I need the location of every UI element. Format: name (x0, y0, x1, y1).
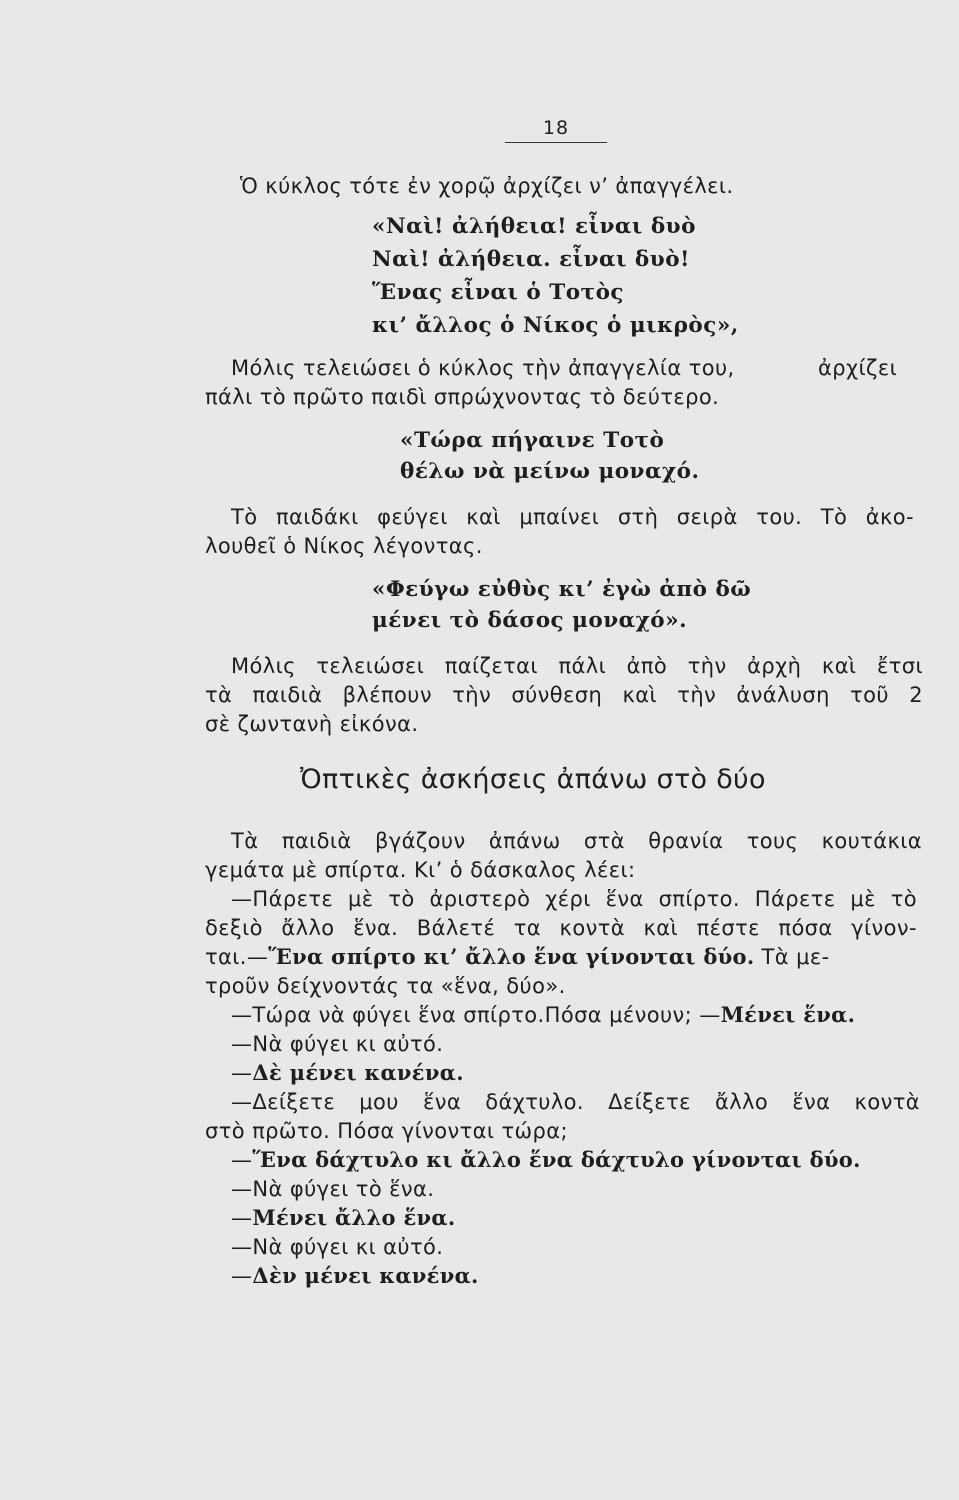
exercise-line-16 (231, 1262, 479, 1290)
verse-2-line-2: θέλω νὰ μείνω μοναχό. (400, 459, 700, 484)
page-number: 18 (505, 117, 607, 143)
exercise-line-5-answer: Ἕνα σπίρτο κι’ ἄλλο ἕνα γίνονται δύο. (268, 944, 755, 969)
exercise-line-5-prefix: ται.— (205, 945, 269, 969)
section-heading: Ὀπτικὲς ἀσκήσεις ἀπάνω στὸ δύο (300, 764, 766, 795)
verse-3-line-1: «Φεύγω εὐθὺς κι’ ἐγὼ ἀπὸ δῶ (372, 577, 752, 602)
intro-line: Ὁ κύκλος τότε ἐν χορῷ ἀρχίζει ν’ ἀπαγγέλει. (240, 174, 734, 198)
exercise-line-9-dash: — (231, 1061, 253, 1085)
exercise-line-4: δεξιὸ ἄλλο ἕνα. Βάλετέ τα κοντὰ καὶ πέστε πόσα γίνον- (205, 916, 917, 940)
exercise-line-14 (231, 1204, 455, 1232)
exercise-line-15: —Νὰ φύγει κι αὐτό. (231, 1235, 444, 1259)
verse-3-line-2: μένει τὸ δάσος μοναχό». (372, 608, 688, 633)
para-3-line-2: τὰ παιδιὰ βλέπουν τὴν σύνθεση καὶ τὴν ἀνάλυση τοῦ 2 (205, 683, 923, 707)
exercise-line-7-question: —Τώρα νὰ φύγει ἕνα σπίρτο.Πόσα μένουν; — (231, 1003, 721, 1027)
verse-1-line-2: Ναὶ! ἀλήθεια. εἶναι δυὸ! (372, 247, 690, 272)
exercise-line-1: Τὰ παιδιὰ βγάζουν ἀπάνω στὰ θρανία τους κουτάκια (231, 829, 922, 853)
para-3-line-1: Μόλις τελειώσει παίζεται πάλι ἀπὸ τὴν ἀρχὴ καὶ ἔτσι (231, 654, 923, 678)
exercise-line-5 (205, 943, 830, 971)
exercise-line-9-answer: Δὲ μένει κανένα. (252, 1060, 464, 1085)
verse-1-line-4: κι’ ἄλλος ὁ Νίκος ὁ μικρὸς», (372, 313, 739, 338)
exercise-line-8: —Νὰ φύγει κι αὐτό. (231, 1032, 444, 1056)
exercise-line-11: στὸ πρῶτο. Πόσα γίνονται τώρα; (205, 1119, 568, 1143)
exercise-line-16-answer: Δὲν μένει κανένα. (252, 1263, 479, 1288)
para-2-line-1: Τὸ παιδάκι φεύγει καὶ μπαίνει στὴ σειρὰ του. Τὸ ἀκο- (231, 505, 914, 529)
exercise-line-16-dash: — (231, 1264, 253, 1288)
exercise-line-14-dash: — (231, 1206, 253, 1230)
exercise-line-6: τροῦν δείχνοντάς τα «ἕνα, δύο». (205, 974, 566, 998)
exercise-line-12-answer: Ἕνα δάχτυλο κι ἄλλο ἕνα δάχτυλο γίνονται δύο. (252, 1147, 861, 1172)
exercise-line-3: —Πάρετε μὲ τὸ ἀριστερὸ χέρι ἕνα σπίρτο. Πάρετε μὲ τὸ (231, 887, 917, 911)
para-1-line-1-end: ἀρχίζει (818, 356, 898, 380)
exercise-line-14-answer: Μένει ἄλλο ἕνα. (252, 1205, 456, 1230)
exercise-line-13: —Νὰ φύγει τὸ ἕνα. (231, 1177, 435, 1201)
exercise-line-10: —Δείξετε μου ἕνα δάχτυλο. Δείξετε ἄλλο ἕνα κοντὰ (231, 1090, 920, 1114)
exercise-line-5-suffix: Τὰ με- (754, 945, 830, 969)
para-3-line-3: σὲ ζωντανὴ εἰκόνα. (205, 712, 419, 736)
exercise-line-2: γεμάτα μὲ σπίρτα. Κι’ ὁ δάσκαλος λέει: (205, 858, 636, 882)
para-1-line-1-start: Μόλις τελειώσει ὁ κύκλος τὴν ἀπαγγελία του, (231, 356, 735, 380)
verse-1-line-1: «Ναὶ! ἀλήθεια! εἶναι δυὸ (372, 214, 696, 239)
para-2-line-2: λουθεῖ ὁ Νίκος λέγοντας. (205, 534, 483, 558)
para-1-line-2: πάλι τὸ πρῶτο παιδὶ σπρώχνοντας τὸ δεύτερο. (205, 385, 720, 409)
exercise-line-12 (231, 1146, 861, 1174)
exercise-line-7-answer: Μένει ἕνα. (720, 1002, 856, 1027)
verse-1-line-3: Ἕνας εἶναι ὁ Τοτὸς (372, 280, 624, 305)
exercise-line-12-dash: — (231, 1148, 253, 1172)
exercise-line-7 (231, 1001, 855, 1029)
exercise-line-9 (231, 1059, 464, 1087)
verse-2-line-1: «Τώρα πήγαινε Τοτὸ (400, 428, 665, 453)
